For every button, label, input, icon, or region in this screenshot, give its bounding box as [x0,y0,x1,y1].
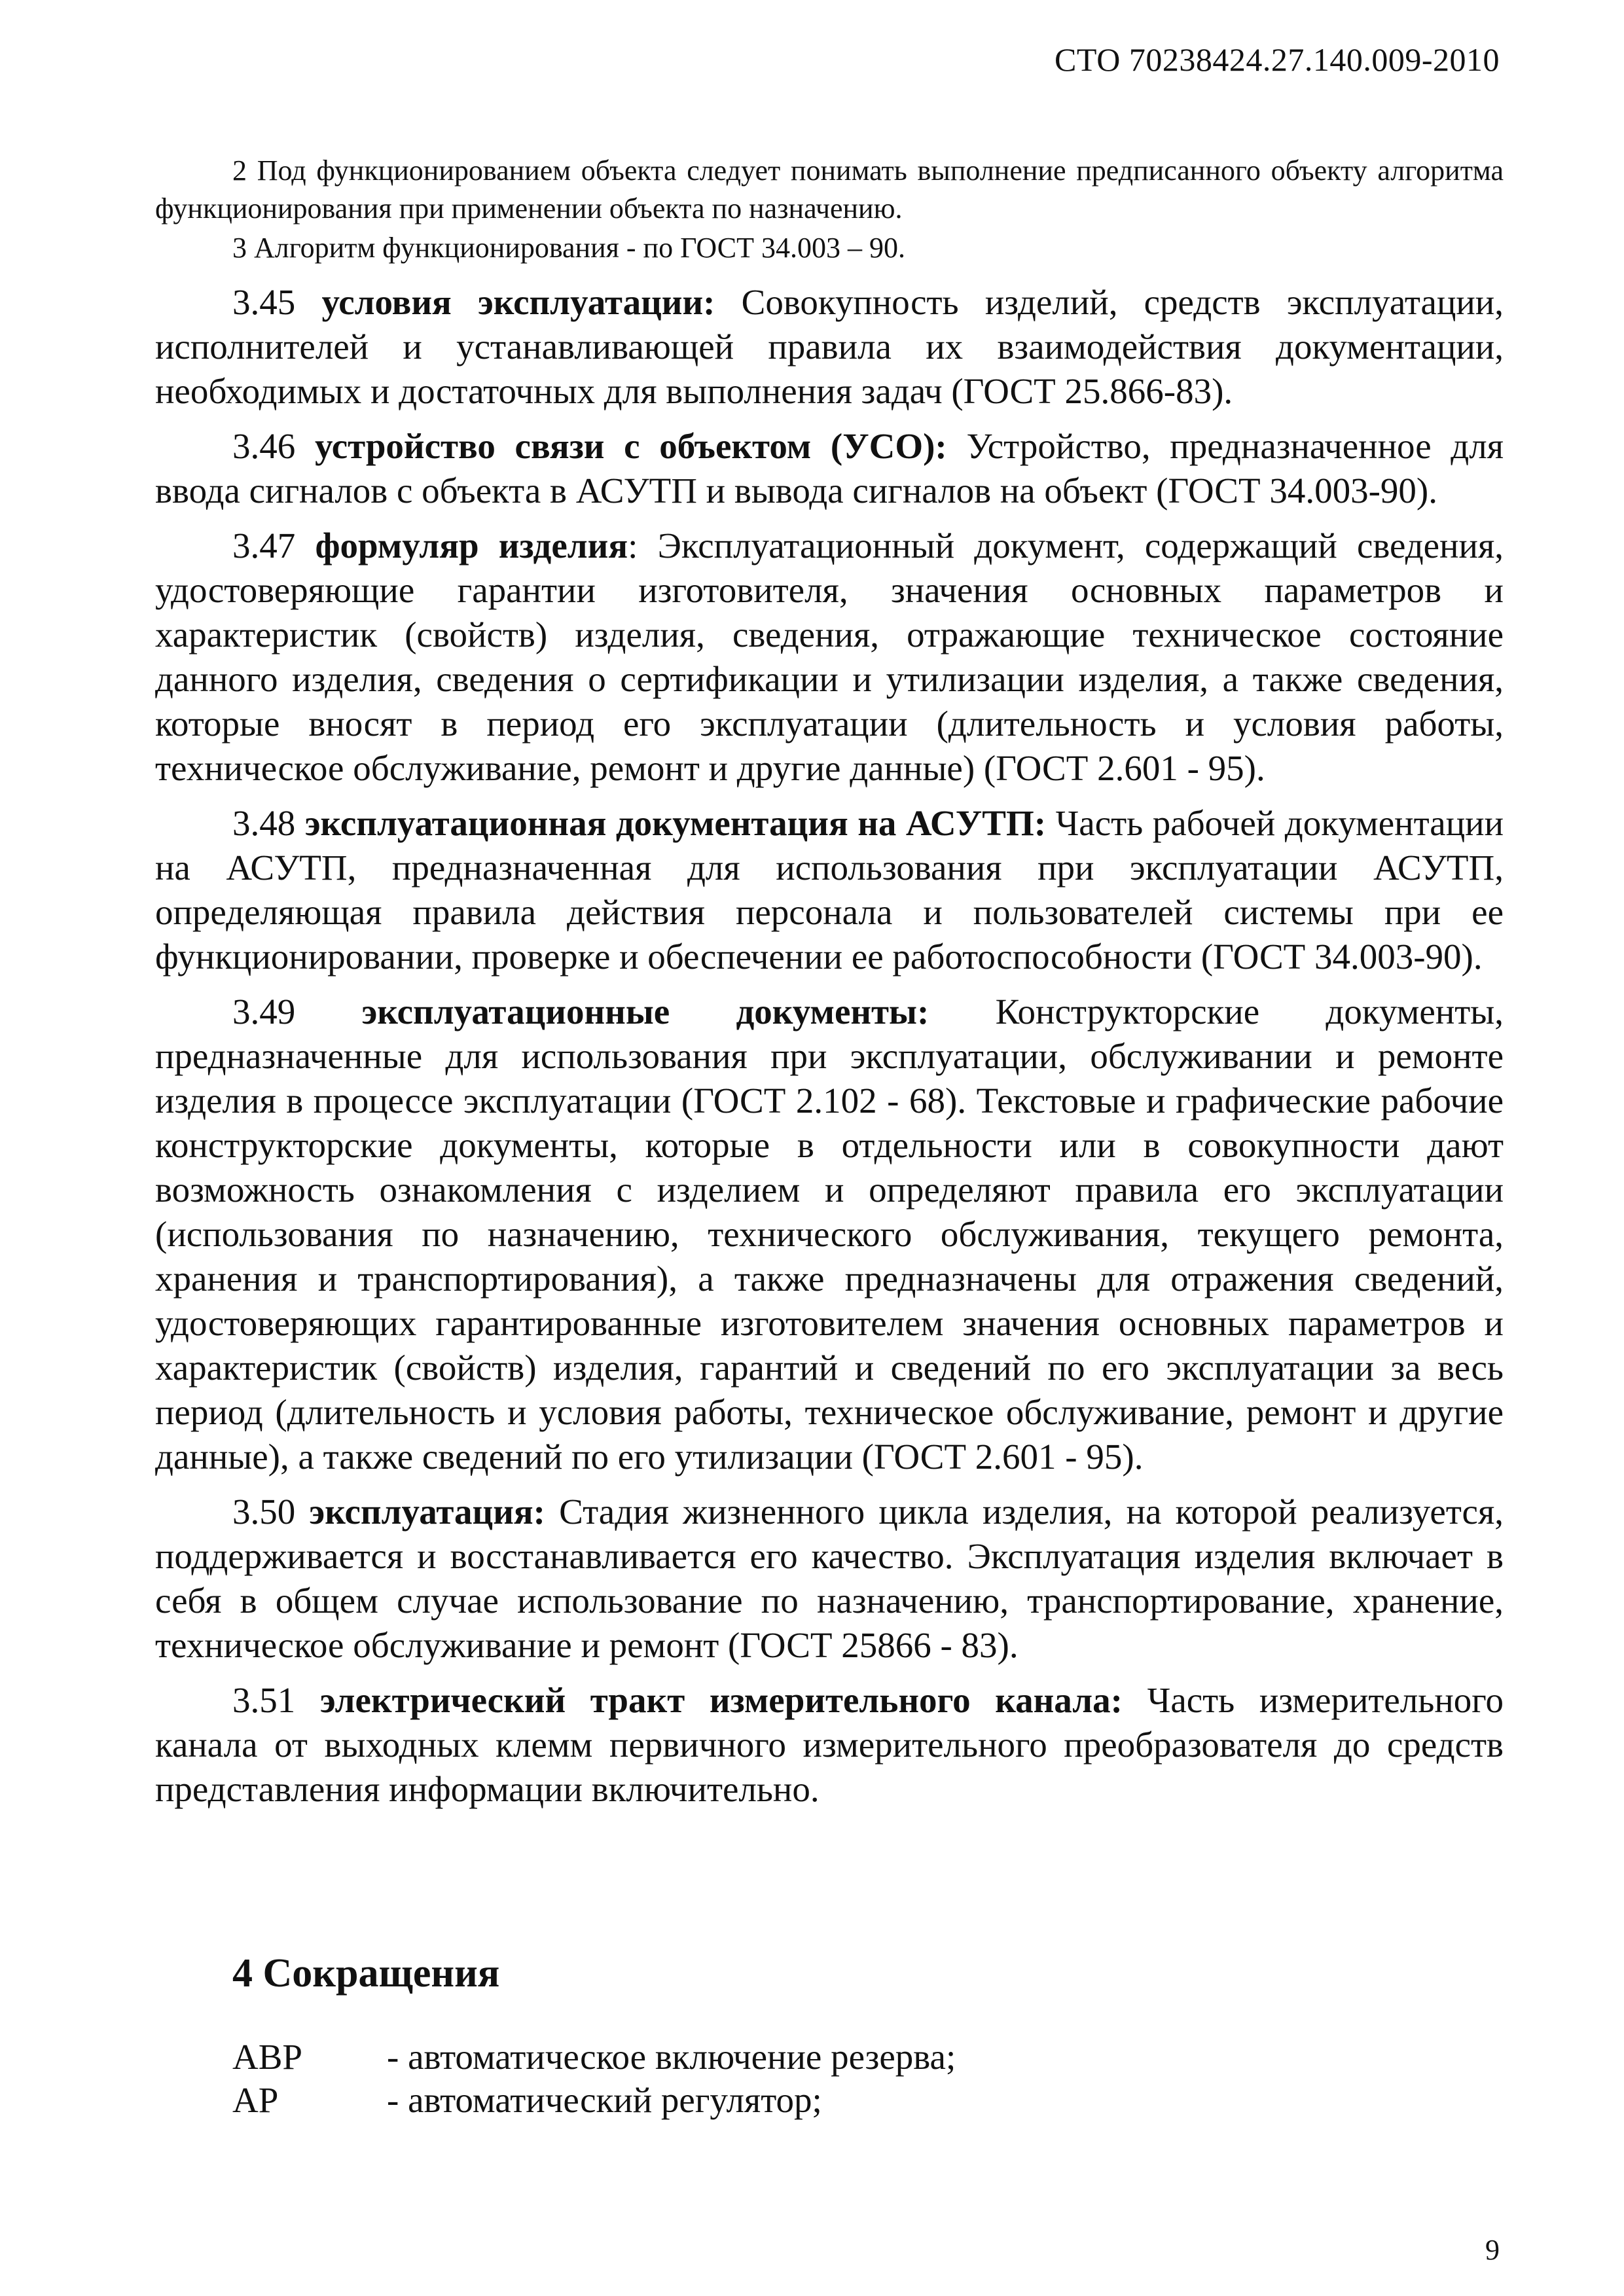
term-3-51 [155,1678,1504,1812]
page-number: 9 [1485,2234,1500,2266]
term-3-47 [155,524,1504,791]
abbreviation: АВР [232,2037,302,2077]
term-definition: Устройство, предназначенное для ввода сигналов с объекта в АСУТП и вывода сигналов на объект (ГОСТ 34.003-90). [155,426,1504,511]
notes-block [155,152,1504,267]
note-2: 2 Под функционированием объекта следует понимать выполнение предписанного объекту алгоритма функционирования при применении объекта по назначению. [155,154,1504,224]
term-3-50 [155,1490,1504,1668]
term-name: условия эксплуатации: [321,282,715,322]
list-item [232,2036,956,2079]
abbreviation-meaning: - автоматический регулятор; [387,2080,822,2120]
term-definition: Совокупность изделий, средств эксплуатации, исполнителей и устанавливающей правила их взаимодействия документации, необходимых и достаточных для выполнения задач (ГОСТ 25.866-83). [155,282,1504,411]
term-number: 3.50 [232,1492,296,1532]
abbreviation-meaning: - автоматическое включение резерва; [387,2037,956,2077]
abbreviation: АР [232,2080,279,2120]
abbreviations-list [232,2036,956,2122]
list-item [232,2079,956,2122]
term-3-49 [155,990,1504,1479]
document-code: СТО 70238424.27.140.009-2010 [1055,41,1500,78]
term-name: формуляр изделия [315,526,628,565]
terms-list [155,280,1504,1822]
term-definition: Стадия жизненного цикла изделия, на которой реализуется, поддерживается и восстанавливается его качество. Эксплуатация изделия включает в себя в общем случае использование по назначению, транспортирование, хранение, техническое обслуживание и ремонт (ГОСТ 25866 - 83). [155,1492,1504,1665]
term-number: 3.46 [232,426,296,466]
term-3-48 [155,801,1504,979]
section-heading: 4 Сокращения [232,1951,500,1996]
note-3: 3 Алгоритм функционирования - по ГОСТ 34.003 – 90. [232,232,905,264]
term-name: электрический тракт измерительного канала: [319,1680,1123,1720]
term-name: эксплуатация: [309,1492,545,1532]
term-definition: Часть рабочей документации на АСУТП, предназначенная для использования при эксплуатации АСУТП, определяющая правила действия персонала и пользователей системы при ее функционировании, проверке и обеспечении ее работоспособности (ГОСТ 34.003-90). [155,803,1504,977]
term-number: 3.49 [232,992,296,1031]
term-definition: Часть измерительного канала от выходных клемм первичного измерительного преобразователя до средств представления информации включительно. [155,1680,1504,1809]
term-number: 3.51 [232,1680,296,1720]
term-3-46 [155,424,1504,513]
term-number: 3.47 [232,526,296,565]
term-3-45 [155,280,1504,414]
term-definition: Конструкторские документы, предназначенные для использования при эксплуатации, обслуживании и ремонте изделия в процессе эксплуатации (ГОСТ 2.102 - 68). Текстовые и графические рабочие конструкторские документы, которые в отдельности или в совокупности дают возможность ознакомления с изделием и определяют правила его эксплуатации (использования по назначению, технического обслуживания, текущего ремонта, хранения и транспортирования), а также предназначены для отражения сведений, удостоверяющих гарантированные изготовителем значения основных параметров и характеристик (свойств) изделия, гарантий и сведений по его эксплуатации за весь период (длительность и условия работы, техническое обслуживание, ремонт и другие данные), а также сведений по его утилизации (ГОСТ 2.601 - 95). [155,992,1504,1477]
term-name: устройство связи с объектом (УСО): [314,426,947,466]
term-number: 3.45 [232,282,296,322]
term-name: эксплуатационная документация на АСУТП: [304,803,1047,843]
term-name: эксплуатационные документы: [361,992,929,1031]
term-definition: : Эксплуатационный документ, содержащий сведения, удостоверяющие гарантии изготовителя, значения основных параметров и характеристик (свойств) изделия, сведения, отражающие техническое состояние данного изделия, сведения о сертификации и утилизации изделия, а также сведения, которые вносят в период его эксплуатации (длительность и условия работы, техническое обслуживание, ремонт и другие данные) (ГОСТ 2.601 - 95). [155,526,1504,788]
term-number: 3.48 [232,803,296,843]
